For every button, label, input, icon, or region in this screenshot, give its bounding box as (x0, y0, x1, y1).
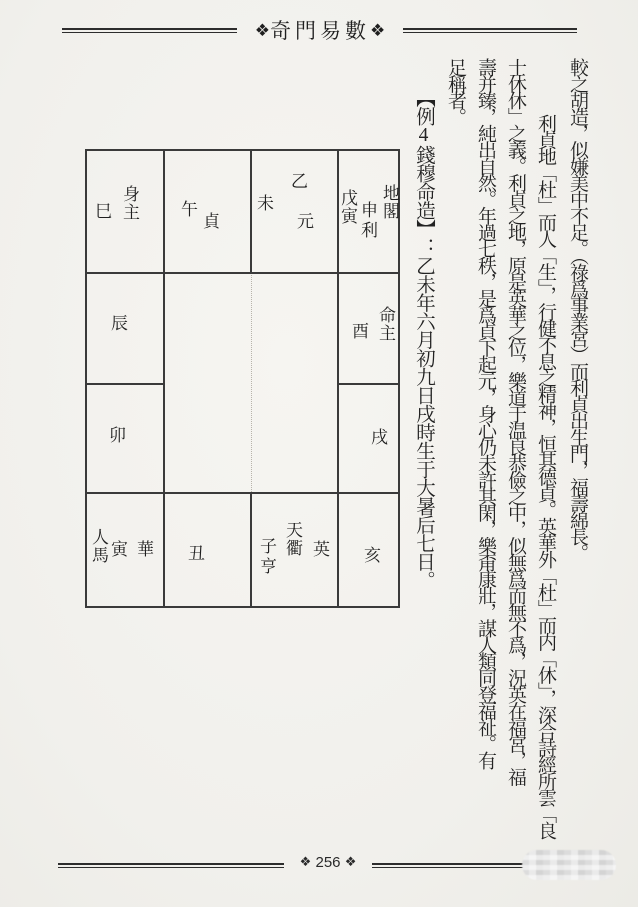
cell-si-branch: 巳 (95, 202, 112, 221)
cell-shen-branch-label: 申利 (358, 201, 377, 241)
cell-hai-branch: 亥 (364, 546, 381, 565)
ornament-icon: ❖ (370, 21, 386, 40)
header-rule-right (403, 28, 577, 33)
cell-xu-branch: 戌 (371, 428, 388, 447)
paragraph-column-5: 足稱者。 (445, 58, 466, 124)
cell-si-label: 身主 (120, 185, 139, 221)
cell-zi-branch-label: 子亨 (257, 537, 276, 577)
destiny-chart-grid (85, 149, 400, 608)
grid-line (250, 492, 252, 606)
cell-yin-label: 人馬 (89, 528, 108, 564)
grid-line (87, 383, 163, 385)
redacted-watermark (522, 850, 616, 880)
grid-line (163, 151, 165, 606)
cell-you-branch: 酉 (352, 322, 369, 341)
page-footer (284, 854, 372, 871)
cell-wei-stem: 乙 (291, 172, 308, 191)
cell-wei-branch: 未 (257, 194, 274, 213)
cell-yin-extra: 華 (137, 540, 154, 559)
cell-zi-extra: 英 (313, 540, 330, 559)
book-title: 奇門易數 (270, 19, 370, 43)
cell-chen-branch: 辰 (111, 314, 128, 333)
grid-center-dotted-line (251, 272, 252, 492)
grid-line (87, 272, 398, 274)
cell-shen-label: 地閣 (380, 184, 399, 220)
cell-you-label: 命主 (376, 306, 395, 342)
page-header (230, 15, 410, 45)
paragraph-column-1: 較之胡造，似嫌美中不足。（祿爲事業宮）而利貞出生門，福壽綿長。 (567, 58, 588, 560)
ornament-icon: ❖ (254, 21, 270, 40)
cell-zi-label: 天衢 (283, 521, 302, 557)
page-number: 256 (315, 854, 341, 871)
example-heading-column: 【例4錢穆命造】：乙未年六月初九日戌時生于大暑后七日。 (413, 88, 434, 589)
cell-yin-branch: 寅 (111, 540, 128, 559)
cell-mao-branch: 卯 (109, 426, 126, 445)
cell-wei-label: 元 (297, 212, 314, 231)
paragraph-column-3: 士休休」之義。利貞之地，原是英華之位，樂道于温良恭儉之中，似無爲而無不爲，況英在福宮，福 (505, 58, 526, 784)
ornament-icon: ❖ (299, 854, 312, 869)
header-rule-left (62, 28, 237, 33)
grid-line (87, 492, 398, 494)
cell-wu-label: 貞 (203, 212, 220, 231)
cell-chou-branch: 丑 (188, 544, 205, 563)
ornament-icon: ❖ (344, 854, 357, 869)
cell-wu-branch: 午 (181, 200, 198, 219)
cell-shen-stem-branch: 戊寅 (338, 189, 357, 225)
grid-line (250, 151, 252, 272)
paragraph-column-4: 壽并臻，純出自然。年過七秩，是爲貞下起元，身心仍未許其閑，樂甭康壯，謀人類同登福祉。有 (475, 58, 496, 768)
footer-rule-left (58, 863, 284, 868)
grid-line (337, 383, 398, 385)
paragraph-column-2: 利貞地「杜」而人「生」，行健不息之精神，恒其德貞。英華外「杜」而内「休」，深合詩經所雲「良 (535, 114, 556, 838)
